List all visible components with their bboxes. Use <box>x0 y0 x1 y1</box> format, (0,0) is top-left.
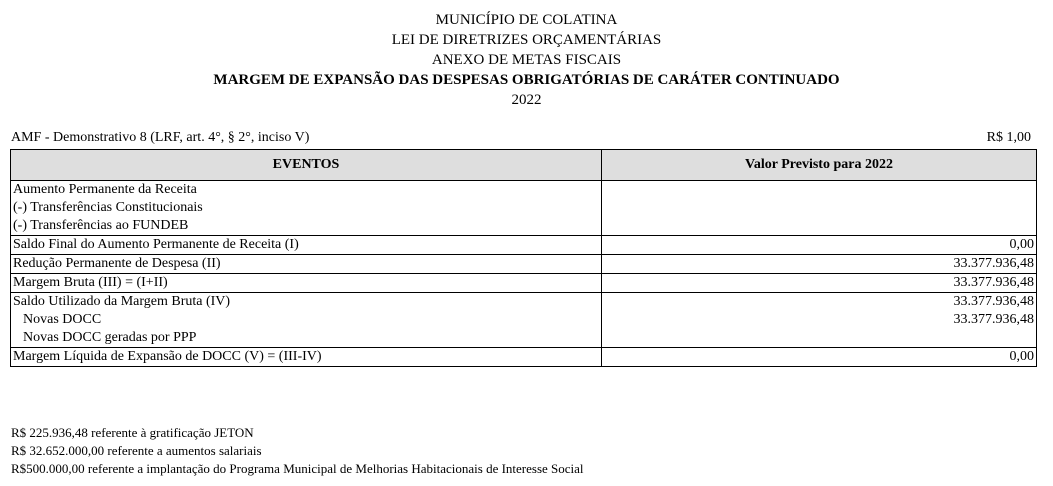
row-value: 0,00 <box>602 348 1037 367</box>
table-row <box>11 329 1037 348</box>
row-value: 33.377.936,48 <box>602 255 1037 274</box>
row-label: Saldo Utilizado da Margem Bruta (IV) <box>11 293 602 312</box>
column-header-eventos: EVENTOS <box>11 150 602 181</box>
currency-unit: R$ 1,00 <box>986 130 1031 145</box>
row-value: 0,00 <box>602 236 1037 255</box>
row-label: Novas DOCC <box>11 311 602 329</box>
law-name: LEI DE DIRETRIZES ORÇAMENTÁRIAS <box>391 32 662 48</box>
footnotes <box>11 424 584 478</box>
expansion-margin-table <box>10 149 1037 367</box>
footnote: R$ 32.652.000,00 referente a aumentos salariais <box>11 443 262 458</box>
row-label: Redução Permanente de Despesa (II) <box>11 255 602 274</box>
row-label: Saldo Final do Aumento Permanente de Receita (I) <box>11 236 602 255</box>
table-row <box>11 348 1037 367</box>
table-row <box>11 274 1037 293</box>
row-value <box>602 329 1037 348</box>
row-value <box>602 181 1037 200</box>
row-value <box>602 217 1037 236</box>
row-value: 33.377.936,48 <box>602 311 1037 329</box>
row-label: Aumento Permanente da Receita <box>11 181 602 200</box>
table-row <box>11 293 1037 312</box>
column-header-valor: Valor Previsto para 2022 <box>602 150 1037 181</box>
demonstrativo-label: AMF - Demonstrativo 8 (LRF, art. 4°, § 2°, inciso V) <box>11 130 310 145</box>
table-header-row <box>11 150 1037 181</box>
row-value <box>602 199 1037 217</box>
report-year: 2022 <box>511 92 542 108</box>
report-title: MARGEM DE EXPANSÃO DAS DESPESAS OBRIGATÓRIAS DE CARÁTER CONTINUADO <box>213 72 840 88</box>
table-row <box>11 199 1037 217</box>
table-row <box>11 255 1037 274</box>
subheader <box>11 130 1031 146</box>
table-row <box>11 217 1037 236</box>
row-label: Novas DOCC geradas por PPP <box>11 329 602 348</box>
row-label: (-) Transferências ao FUNDEB <box>11 217 602 236</box>
row-value: 33.377.936,48 <box>602 274 1037 293</box>
row-label: Margem Bruta (III) = (I+II) <box>11 274 602 293</box>
table-row <box>11 181 1037 200</box>
row-label: Margem Líquida de Expansão de DOCC (V) = (III-IV) <box>11 348 602 367</box>
annex-name: ANEXO DE METAS FISCAIS <box>431 52 622 68</box>
municipality-name: MUNICÍPIO DE COLATINA <box>435 12 618 28</box>
report-header <box>0 10 1053 110</box>
footnote: R$ 225.936,48 referente à gratificação JETON <box>11 425 254 440</box>
footnote: R$500.000,00 referente a implantação do Programa Municipal de Melhorias Habitacionais de Interesse Social <box>11 461 584 476</box>
row-label: (-) Transferências Constitucionais <box>11 199 602 217</box>
table-row <box>11 236 1037 255</box>
row-value: 33.377.936,48 <box>602 293 1037 312</box>
table-row <box>11 311 1037 329</box>
